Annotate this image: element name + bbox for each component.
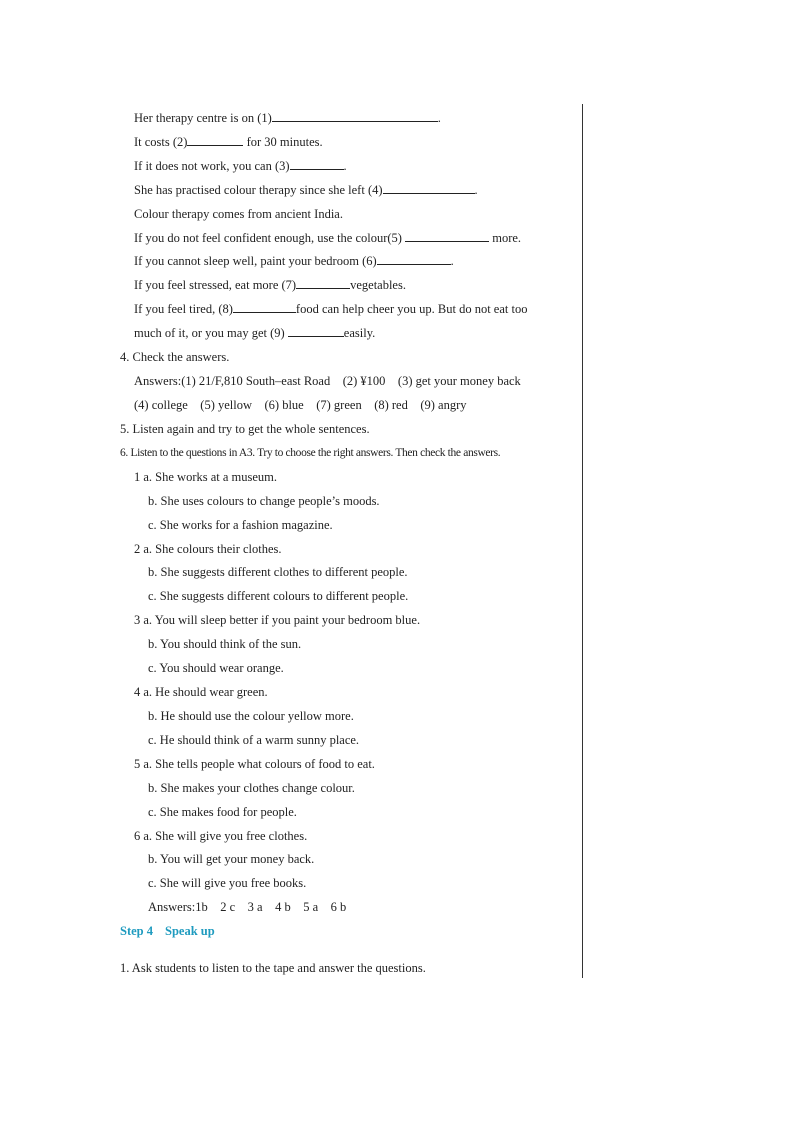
fill-line-6 [134, 230, 521, 246]
question-2-option-c: c. She suggests different colours to different people. [148, 589, 409, 603]
fill-line-2 [134, 134, 323, 150]
fill-text: for 30 minutes. [243, 135, 323, 149]
fill-text: Her therapy centre is on (1) [134, 111, 272, 125]
step-number: Step 4 [120, 924, 153, 938]
fill-text: If you do not feel confident enough, use the colour(5) [134, 231, 406, 245]
question-number: 2 [134, 542, 141, 556]
question-5-option-a [134, 756, 375, 772]
question-5-option-b: b. She makes your clothes change colour. [148, 781, 355, 795]
fill-text: . [450, 254, 454, 268]
question-3-option-c: c. You should wear orange. [148, 661, 284, 675]
fill-line-4 [134, 182, 478, 198]
fill-text: It costs (2) [134, 135, 188, 149]
fill-text: She has practised colour therapy since she left (4) [134, 183, 383, 197]
fill-text: . [474, 183, 478, 197]
blank-5[interactable] [405, 230, 489, 242]
question-4-option-b: b. He should use the colour yellow more. [148, 709, 354, 723]
question-6-option-c: c. She will give you free books. [148, 876, 307, 890]
fill-text: easily. [343, 326, 376, 340]
answers-line-1: Answers:(1) 21/F,810 South–east Road (2) ¥100 (3) get your money back [134, 374, 521, 388]
blank-8[interactable] [233, 301, 296, 313]
question-1-option-b: b. She uses colours to change people’s moods. [148, 494, 380, 508]
question-2-option-a [134, 541, 282, 557]
answers-line-choices: Answers:1b 2 c 3 a 4 b 5 a 6 b [148, 900, 347, 914]
fill-text: If you cannot sleep well, paint your bedroom (6) [134, 254, 377, 268]
question-5-option-c: c. She makes food for people. [148, 805, 297, 819]
question-6-option-b: b. You will get your money back. [148, 852, 315, 866]
question-2-option-b: b. She suggests different clothes to different people. [148, 565, 408, 579]
answers-line-2: (4) college (5) yellow (6) blue (7) green (8) red (9) angry [134, 398, 467, 412]
option-text: a. He should wear green. [143, 685, 268, 699]
question-number: 1 [134, 470, 141, 484]
blank-6[interactable] [377, 253, 451, 265]
speak-up-item-1: 1. Ask students to listen to the tape and answer the questions. [120, 961, 426, 975]
fill-text: . [343, 159, 347, 173]
question-number: 3 [134, 613, 141, 627]
fill-text: If you feel stressed, eat more (7) [134, 278, 297, 292]
question-4-option-c: c. He should think of a warm sunny place. [148, 733, 360, 747]
item-5-label: 5. Listen again and try to get the whole sentences. [120, 422, 370, 436]
blank-4[interactable] [383, 182, 475, 194]
question-3-option-a [134, 612, 420, 628]
fill-line-3 [134, 158, 347, 174]
fill-line-5 [134, 206, 343, 222]
question-number: 6 [134, 829, 141, 843]
fill-text: vegetables. [350, 278, 406, 292]
fill-text: If it does not work, you can (3) [134, 159, 290, 173]
table-border-line [582, 104, 583, 978]
question-1-option-c: c. She works for a fashion magazine. [148, 518, 333, 532]
question-1-option-a [134, 469, 277, 485]
item-4-label: 4. Check the answers. [120, 350, 230, 364]
fill-text: more. [489, 231, 522, 245]
option-text: a. She will give you free clothes. [143, 829, 308, 843]
fill-line-8 [134, 277, 406, 293]
blank-7[interactable] [296, 277, 350, 289]
blank-9[interactable] [288, 325, 344, 337]
option-text: a. You will sleep better if you paint your bedroom blue. [143, 613, 421, 627]
fill-text: food can help cheer you up. But do not eat too [295, 302, 528, 316]
fill-text: much of it, or you may get (9) [134, 326, 288, 340]
step-4-heading [120, 923, 215, 939]
fill-text: Colour therapy comes from ancient India. [134, 207, 343, 221]
question-4-option-a [134, 684, 268, 700]
step-title: Speak up [165, 924, 215, 938]
fill-text: . [437, 111, 441, 125]
fill-line-9 [134, 301, 527, 317]
item-6-label: 6. Listen to the questions in A3. Try to choose the right answers. Then check the answers. [120, 447, 501, 459]
question-number: 5 [134, 757, 141, 771]
option-text: a. She colours their clothes. [143, 542, 282, 556]
question-6-option-a [134, 828, 307, 844]
blank-1[interactable] [272, 110, 438, 122]
fill-line-10 [134, 325, 375, 341]
fill-line-1 [134, 110, 441, 126]
option-text: a. She works at a museum. [143, 470, 278, 484]
blank-3[interactable] [290, 158, 344, 170]
question-number: 4 [134, 685, 141, 699]
fill-text: If you feel tired, (8) [134, 302, 233, 316]
question-3-option-b: b. You should think of the sun. [148, 637, 302, 651]
option-text: a. She tells people what colours of food to eat. [143, 757, 375, 771]
blank-2[interactable] [187, 134, 243, 146]
fill-line-7 [134, 253, 454, 269]
